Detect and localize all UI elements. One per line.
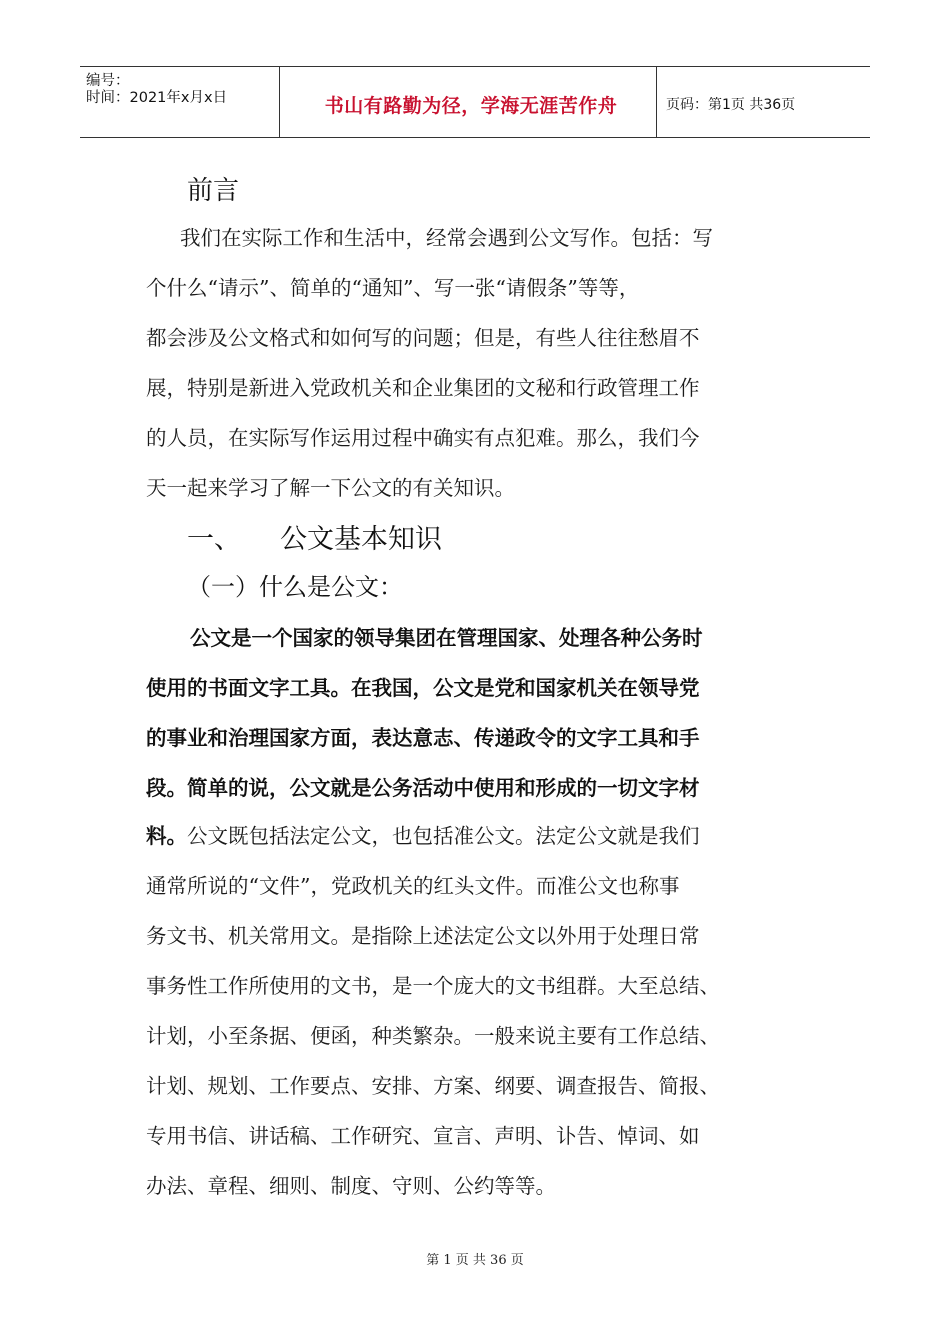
paragraph-line-bold: 公文是一个国家的领导集团在管理国家、处理各种公务时 [190, 626, 703, 650]
paragraph-line: 天一起来学习了解一下公文的有关知识。 [146, 476, 515, 500]
text-run: 公文既包括法定公文，也包括准公文。法定公文就是我们 [187, 824, 700, 848]
section-title: 公文基本知识 [280, 524, 442, 555]
bold-run: 料。 [146, 824, 187, 848]
paragraph-line: 计划、规划、工作要点、安排、方案、纲要、调查报告、简报、 [146, 1074, 720, 1098]
header-page-info: 页码：第1页 共36页 [666, 97, 796, 113]
header-meta [86, 73, 227, 107]
page-footer: 第 1 页 共 36 页 [426, 1253, 524, 1268]
paragraph-line: 通常所说的“文件”，党政机关的红头文件。而准公文也称事 [146, 874, 680, 898]
page-header [80, 66, 870, 138]
paragraph-line: 都会涉及公文格式和如何写的问题；但是，有些人往往愁眉不 [146, 326, 700, 350]
paragraph-line: 计划，小至条据、便函，种类繁杂。一般来说主要有工作总结、 [146, 1024, 720, 1048]
paragraph-line-bold: 的事业和治理国家方面，表达意志、传递政令的文字工具和手 [146, 726, 700, 750]
header-divider [279, 67, 280, 137]
paragraph-line: 务文书、机关常用文。是指除上述法定公文以外用于处理日常 [146, 924, 700, 948]
paragraph-line: 展，特别是新进入党政机关和企业集团的文秘和行政管理工作 [146, 376, 700, 400]
document-time-label: 时间：2021年x月x日 [86, 90, 228, 106]
preface-title: 前言 [187, 176, 240, 206]
paragraph-line: 的人员，在实际写作运用过程中确实有点犯难。那么，我们今 [146, 426, 700, 450]
document-number-label: 编号： [86, 73, 130, 89]
paragraph-line: 办法、章程、细则、制度、守则、公约等等。 [146, 1174, 556, 1198]
subsection-title: （一）什么是公文： [187, 573, 403, 601]
paragraph-line: 个什么“请示”、简单的“通知”、写一张“请假条”等等， [146, 276, 640, 300]
paragraph-line: 专用书信、讲话稿、工作研究、宣言、声明、讣告、悼词、如 [146, 1124, 700, 1148]
paragraph-line: 我们在实际工作和生活中，经常会遇到公文写作。包括：写 [180, 226, 713, 250]
header-motto: 书山有路勤为径，学海无涯苦作舟 [324, 95, 618, 117]
paragraph-line: 事务性工作所使用的文书，是一个庞大的文书组群。大至总结、 [146, 974, 720, 998]
paragraph-line-bold: 使用的书面文字工具。在我国，公文是党和国家机关在领导党 [146, 676, 700, 700]
paragraph-line [146, 819, 836, 849]
section-number: 一、 [187, 524, 241, 555]
paragraph-line-bold: 段。简单的说，公文就是公务活动中使用和形成的一切文字材 [146, 776, 700, 800]
